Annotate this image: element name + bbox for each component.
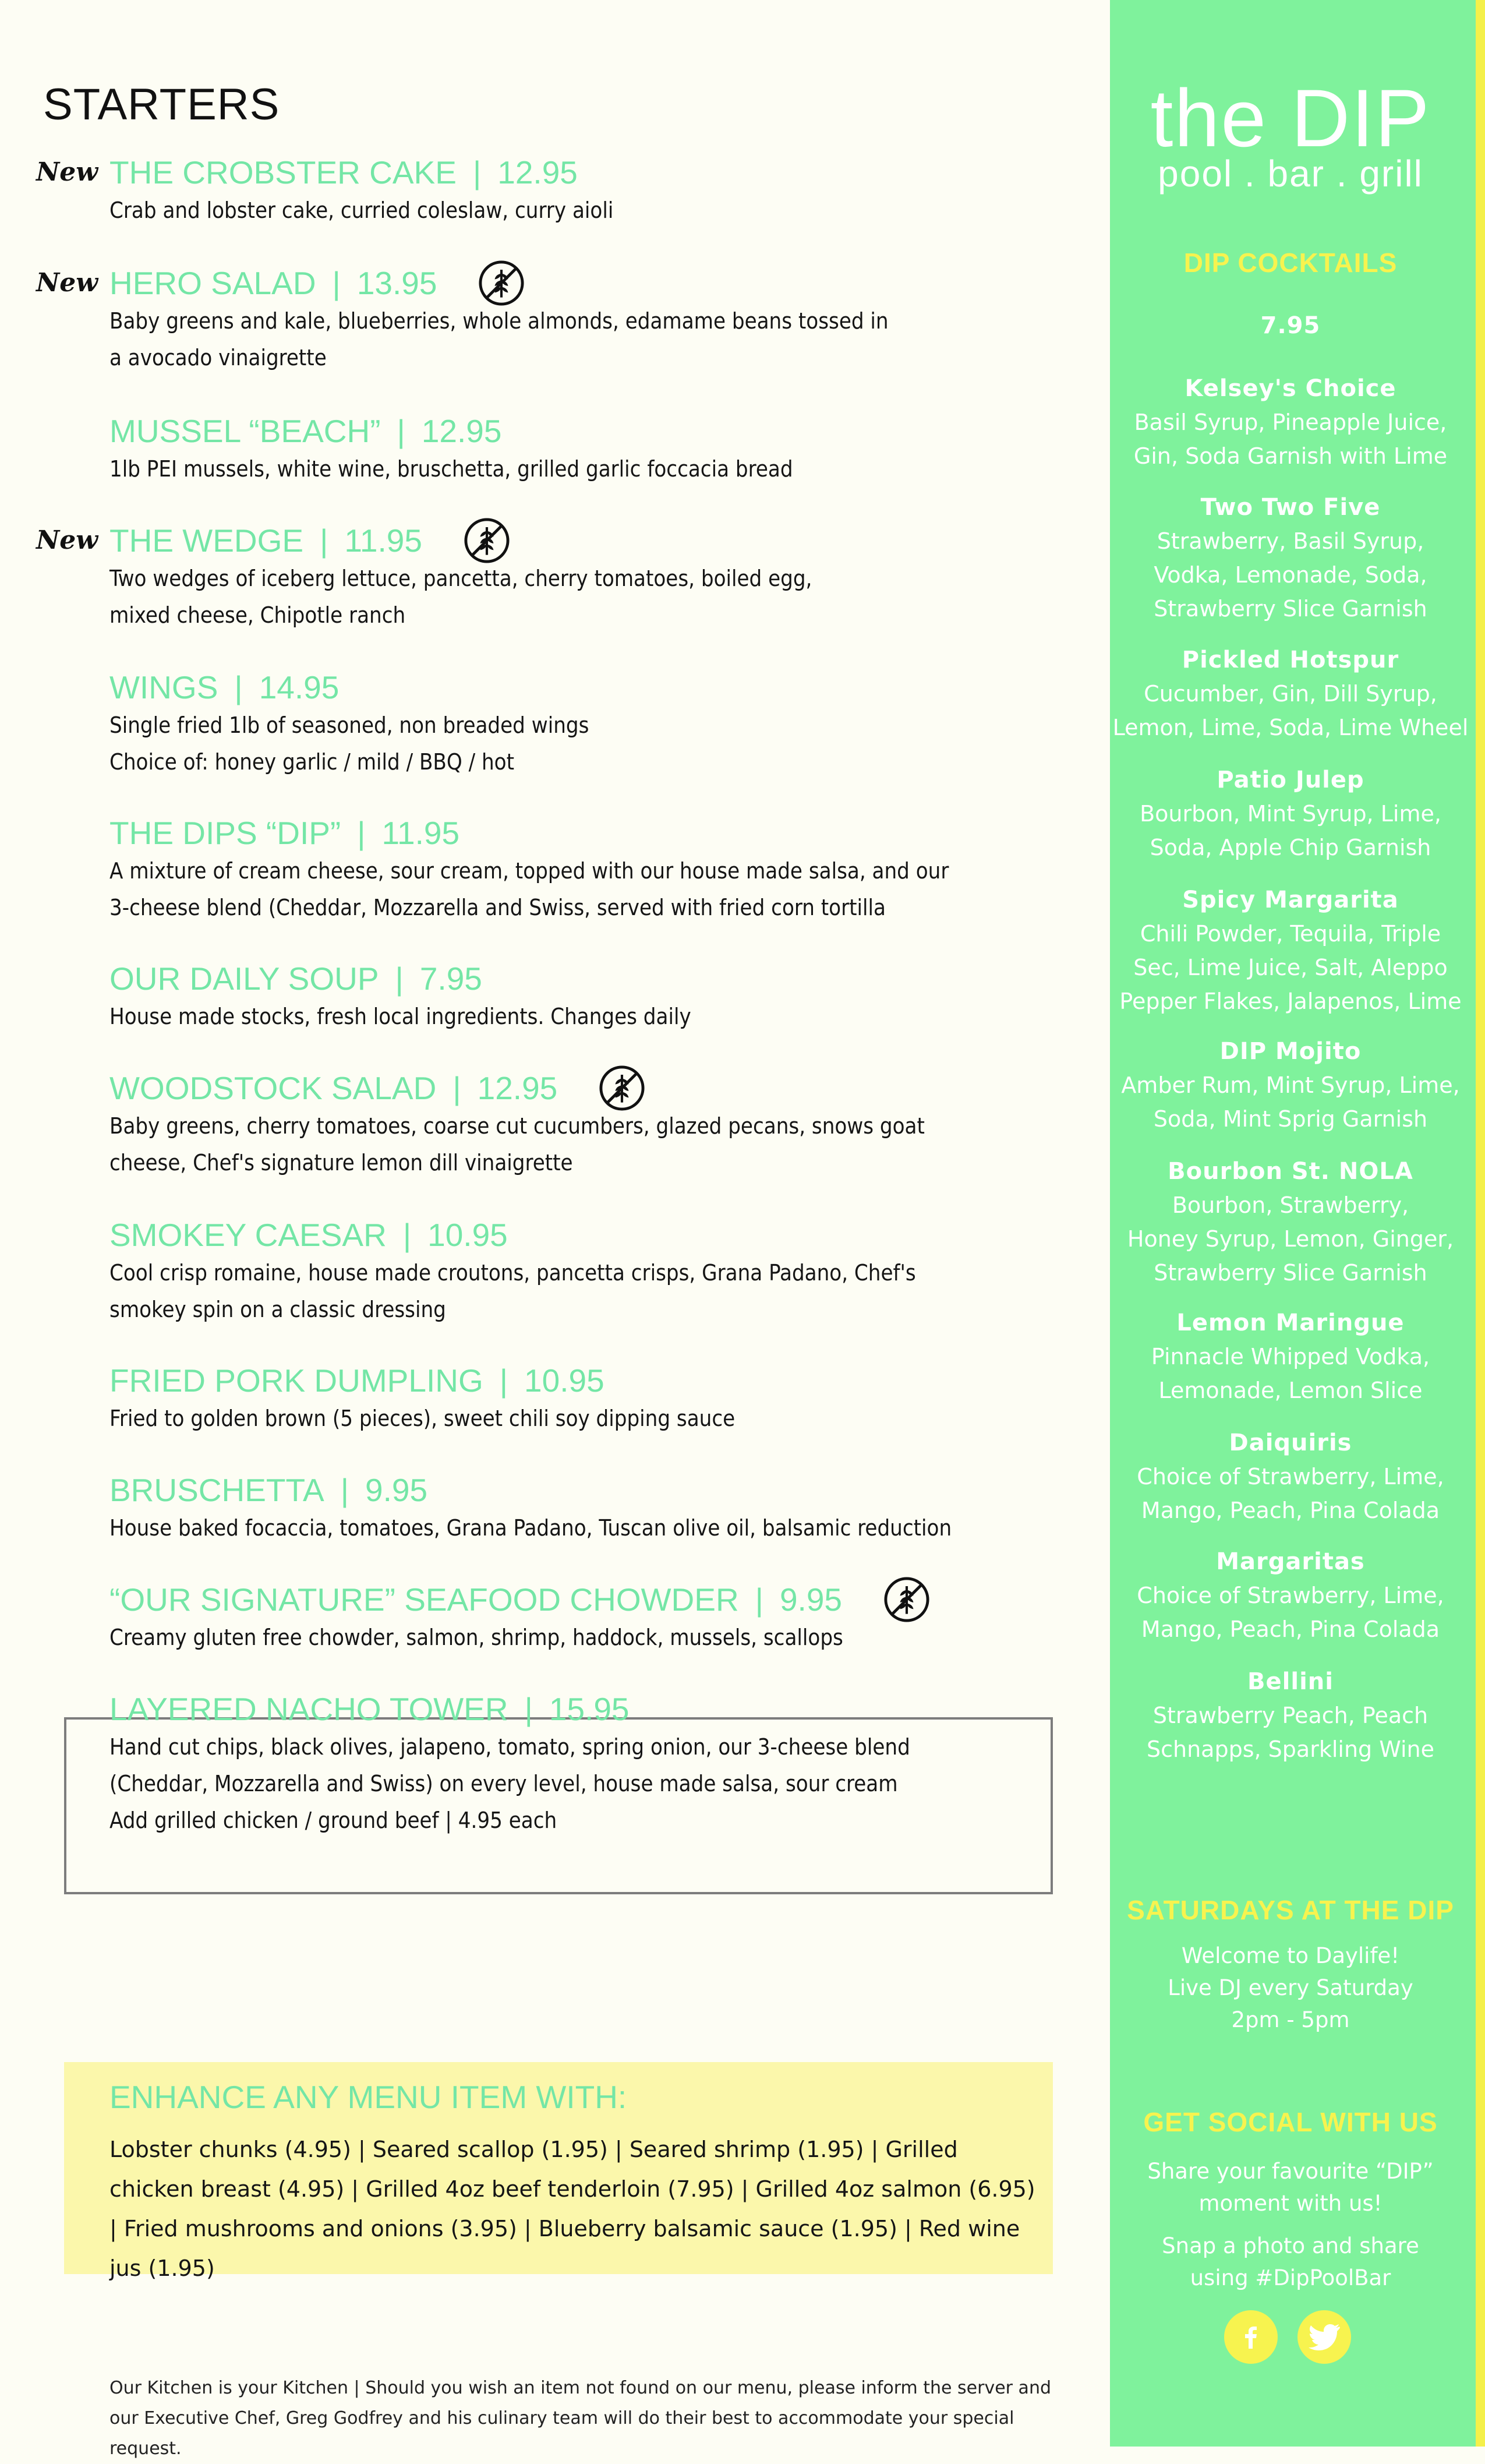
- gluten-free-icon: [463, 517, 511, 564]
- cocktail-desc: Strawberry Peach, Peach: [1152, 1703, 1429, 1728]
- sidebar: [1110, 0, 1485, 2447]
- item-description: Single fried 1lb of seasoned, non breaded wings: [109, 712, 589, 738]
- cocktail-item: [1110, 883, 1471, 1018]
- item-price: 14.95: [259, 669, 340, 705]
- cocktail-item: [1110, 1155, 1471, 1290]
- cocktail-desc: Mango, Peach, Pina Colada: [1141, 1498, 1440, 1523]
- cocktail-desc: Bourbon, Mint Syrup, Lime,: [1140, 801, 1441, 827]
- item-description: 3-cheese blend (Cheddar, Mozzarella and Swiss, served with fried corn tortilla: [109, 895, 886, 920]
- cocktail-desc: Choice of Strawberry, Lime,: [1137, 1583, 1444, 1608]
- item-title: THE DIPS “DIP”: [109, 815, 341, 851]
- item-price: 13.95: [356, 265, 437, 301]
- cocktail-desc: Strawberry Slice Garnish: [1154, 596, 1427, 622]
- item-price: 12.95: [497, 154, 578, 190]
- menu-item-woodstock-salad: WOODSTOCK SALAD | 12.95 Baby greens, cherry tomatoes, coarse cut cucumbers, glazed pecans, snows goat cheese, Chef's signature lemon dill vinaigrette: [109, 1068, 1065, 1181]
- cocktail-desc: Soda, Apple Chip Garnish: [1150, 835, 1431, 860]
- social-line: Share your favourite “DIP”: [1147, 2159, 1434, 2184]
- footer-line: Our Kitchen is your Kitchen | Should you wish an item not found on our menu, please inform the server and: [109, 2378, 1051, 2398]
- cocktail-item: [1110, 1306, 1471, 1407]
- item-title: BRUSCHETTA: [109, 1472, 324, 1508]
- social-info-2: [1110, 2230, 1471, 2294]
- item-price: 9.95: [365, 1472, 428, 1508]
- item-description: a avocado vinaigrette: [109, 345, 327, 370]
- cocktail-desc: Lemonade, Lemon Slice: [1158, 1378, 1423, 1403]
- twitter-glyph: [1307, 2322, 1342, 2352]
- item-price: 12.95: [477, 1070, 558, 1106]
- cocktail-item: [1110, 1545, 1471, 1646]
- menu-item-smokey-caesar: SMOKEY CAESAR | 10.95 Cool crisp romaine, house made croutons, pancetta crisps, Grana Padano, Chef's smokey spin on a classic dressing: [109, 1215, 1065, 1328]
- cocktails-price: 7.95: [1260, 312, 1321, 339]
- item-price: 10.95: [427, 1217, 508, 1253]
- item-title: “OUR SIGNATURE” SEAFOOD CHOWDER: [109, 1582, 739, 1618]
- new-tag: New: [36, 525, 98, 555]
- twitter-icon[interactable]: [1297, 2310, 1351, 2364]
- item-description: Choice of: honey garlic / mild / BBQ / hot: [109, 749, 514, 775]
- menu-item-seafood-chowder: “OUR SIGNATURE” SEAFOOD CHOWDER | 9.95 Creamy gluten free chowder, salmon, shrimp, haddock, mussels, scallops: [109, 1580, 1065, 1656]
- brand-tagline: pool . bar . grill: [1158, 153, 1423, 195]
- new-tag: New: [36, 268, 98, 298]
- item-description: Crab and lobster cake, curried coleslaw, curry aioli: [109, 197, 614, 223]
- cocktail-name: DIP Mojito: [1219, 1038, 1362, 1065]
- cocktail-name: Pickled Hotspur: [1182, 647, 1399, 673]
- item-description: Baby greens, cherry tomatoes, coarse cut cucumbers, glazed pecans, snows goat: [109, 1113, 925, 1139]
- item-price: 11.95: [344, 523, 422, 559]
- cocktail-name: Daiquiris: [1229, 1429, 1352, 1456]
- item-title: FRIED PORK DUMPLING: [109, 1362, 483, 1399]
- saturdays-line: Welcome to Daylife!: [1181, 1943, 1400, 1968]
- item-description: cheese, Chef's signature lemon dill vinaigrette: [109, 1150, 573, 1175]
- saturdays-info: [1110, 1940, 1471, 2036]
- item-description: 1lb PEI mussels, white wine, bruschetta, grilled garlic foccacia bread: [109, 456, 793, 482]
- cocktail-name: Bellini: [1247, 1668, 1334, 1695]
- item-description: (Cheddar, Mozzarella and Swiss) on every level, house made salsa, sour cream: [109, 1771, 898, 1796]
- cocktail-item: [1110, 1426, 1471, 1527]
- item-description: Baby greens and kale, blueberries, whole almonds, edamame beans tossed in: [109, 308, 889, 334]
- cocktail-name: Lemon Maringue: [1176, 1309, 1405, 1336]
- item-title: WOODSTOCK SALAD: [109, 1070, 437, 1106]
- gluten-free-icon: [883, 1576, 931, 1623]
- enhance-text: Lobster chunks (4.95) | Seared scallop (1.95) | Seared shrimp (1.95) | Grilled chicken breast (4.95) | Grilled 4oz beef tenderloin (7.95) | Grilled 4oz salmon (6.95) | Fried mushrooms and onions (3.95) | Blueberry balsamic sauce (1.95) | Red wine jus (1.95): [109, 2137, 1035, 2281]
- social-line: using #DipPoolBar: [1190, 2265, 1391, 2290]
- item-description: House baked focaccia, tomatoes, Grana Padano, Tuscan olive oil, balsamic reduction: [109, 1515, 952, 1541]
- cocktail-desc: Vodka, Lemonade, Soda,: [1154, 562, 1427, 588]
- cocktails-heading: DIP COCKTAILS: [1183, 248, 1398, 278]
- cocktail-desc: Strawberry, Basil Syrup,: [1157, 528, 1424, 554]
- menu-item-fried-pork-dumpling: FRIED PORK DUMPLING | 10.95 Fried to golden brown (5 pieces), sweet chili soy dipping sauce: [109, 1361, 1065, 1437]
- item-title: THE WEDGE: [109, 523, 304, 559]
- new-tag: New: [36, 157, 98, 187]
- cocktail-name: Bourbon St. NOLA: [1168, 1158, 1413, 1185]
- cocktail-desc: Strawberry Slice Garnish: [1154, 1260, 1427, 1286]
- item-title: HERO SALAD: [109, 265, 316, 301]
- menu-item-dips-dip: THE DIPS “DIP” | 11.95 A mixture of cream cheese, sour cream, topped with our house made salsa, and our 3-cheese blend (Cheddar, Mozzarella and Swiss, served with fried corn tortilla: [109, 813, 1065, 926]
- item-price: 12.95: [421, 413, 502, 449]
- menu-item-mussel-beach: MUSSEL “BEACH” | 12.95 1lb PEI mussels, white wine, bruschetta, grilled garlic foccacia bread: [109, 411, 1065, 488]
- cocktail-desc: Basil Syrup, Pineapple Juice,: [1134, 410, 1447, 435]
- item-title: WINGS: [109, 669, 218, 705]
- item-title: THE CROBSTER CAKE: [109, 154, 457, 190]
- item-title: MUSSEL “BEACH”: [109, 413, 381, 449]
- cocktail-desc: Pinnacle Whipped Vodka,: [1151, 1344, 1430, 1369]
- item-description: Creamy gluten free chowder, salmon, shrimp, haddock, mussels, scallops: [109, 1625, 843, 1650]
- cocktail-item: [1110, 763, 1471, 864]
- facebook-glyph: [1235, 2321, 1267, 2353]
- cocktail-desc: Gin, Soda Garnish with Lime: [1133, 443, 1448, 469]
- cocktail-desc: Amber Rum, Mint Syrup, Lime,: [1121, 1072, 1460, 1098]
- saturdays-line: Live DJ every Saturday: [1168, 1975, 1413, 2000]
- cocktail-item: [1110, 1665, 1471, 1766]
- brand-name: the DIP: [1150, 72, 1431, 164]
- menu-item-hero-salad: HERO SALAD | 13.95 Baby greens and kale, blueberries, whole almonds, edamame beans tossed in a avocado vinaigrette: [109, 263, 1065, 376]
- item-price: 15.95: [549, 1691, 630, 1727]
- item-description: Fried to golden brown (5 pieces), sweet chili soy dipping sauce: [109, 1406, 736, 1431]
- social-info: [1110, 2155, 1471, 2219]
- item-description: Two wedges of iceberg lettuce, pancetta, cherry tomatoes, boiled egg,: [109, 566, 812, 591]
- item-price: 10.95: [524, 1362, 604, 1399]
- menu-item-wings: WINGS | 14.95 Single fried 1lb of seasoned, non breaded wings Choice of: honey garlic / mild / BBQ / hot: [109, 668, 1065, 781]
- social-heading: GET SOCIAL WITH US: [1143, 2107, 1438, 2137]
- cocktail-item: [1110, 490, 1471, 626]
- item-title: OUR DAILY SOUP: [109, 961, 379, 997]
- menu-item-daily-soup: OUR DAILY SOUP | 7.95 House made stocks, fresh local ingredients. Changes daily: [109, 959, 1065, 1035]
- gluten-free-icon: [478, 259, 525, 307]
- cocktail-desc: Choice of Strawberry, Lime,: [1137, 1464, 1444, 1489]
- enhance-title: ENHANCE ANY MENU ITEM WITH:: [109, 2079, 627, 2115]
- cocktail-name: Margaritas: [1216, 1548, 1365, 1575]
- social-line: Snap a photo and share: [1162, 2233, 1419, 2258]
- section-title: STARTERS: [43, 80, 280, 129]
- item-price: 11.95: [381, 815, 460, 851]
- cocktail-name: Patio Julep: [1217, 767, 1364, 793]
- cocktail-item: [1110, 1035, 1471, 1136]
- menu-item-bruschetta: BRUSCHETTA | 9.95 House baked focaccia, tomatoes, Grana Padano, Tuscan olive oil, balsamic reduction: [109, 1470, 1065, 1547]
- item-description: A mixture of cream cheese, sour cream, topped with our house made salsa, and our: [109, 858, 949, 884]
- item-title: SMOKEY CAESAR: [109, 1217, 387, 1253]
- item-description: Add grilled chicken / ground beef | 4.95 each: [109, 1808, 557, 1833]
- cocktail-item: [1110, 643, 1471, 744]
- footer-note: [109, 2373, 1076, 2464]
- menu-item-nacho-tower: LAYERED NACHO TOWER | 15.95 Hand cut chips, black olives, jalapeno, tomato, spring onion, our 3-cheese blend (Cheddar, Mozzarella and Swiss) on every level, house made salsa, sour cream Add grilled chicken / ground beef | 4.95 each: [109, 1689, 1065, 1839]
- cocktail-desc: Soda, Mint Sprig Garnish: [1153, 1106, 1428, 1132]
- cocktail-desc: Chili Powder, Tequila, Triple: [1140, 921, 1441, 947]
- item-description: Hand cut chips, black olives, jalapeno, tomato, spring onion, our 3-cheese blend: [109, 1734, 910, 1760]
- cocktail-desc: Sec, Lime Juice, Salt, Aleppo: [1133, 955, 1448, 980]
- saturdays-heading: SATURDAYS AT THE DIP: [1127, 1895, 1454, 1925]
- cocktail-desc: Cucumber, Gin, Dill Syrup,: [1144, 681, 1437, 707]
- item-description: smokey spin on a classic dressing: [109, 1297, 446, 1322]
- brand-logo: [1110, 72, 1471, 195]
- cocktail-desc: Mango, Peach, Pina Colada: [1141, 1616, 1440, 1642]
- cocktail-desc: Bourbon, Strawberry,: [1172, 1192, 1409, 1218]
- menu-item-crobster-cake: THE CROBSTER CAKE | 12.95 Crab and lobster cake, curried coleslaw, curry aioli: [109, 153, 1065, 229]
- social-line: moment with us!: [1198, 2191, 1383, 2216]
- saturdays-line: 2pm - 5pm: [1231, 2007, 1350, 2032]
- item-title: LAYERED NACHO TOWER: [109, 1691, 508, 1727]
- footer-line: our Executive Chef, Greg Godfrey and his culinary team will do their best to accommodate your special request.: [109, 2408, 1014, 2459]
- menu-item-the-wedge: THE WEDGE | 11.95 Two wedges of iceberg lettuce, pancetta, cherry tomatoes, boiled egg, mixed cheese, Chipotle ranch: [109, 521, 1065, 634]
- item-price: 9.95: [779, 1582, 843, 1618]
- item-description: mixed cheese, Chipotle ranch: [109, 602, 406, 628]
- cocktail-name: Two Two Five: [1200, 494, 1381, 521]
- item-description: Cool crisp romaine, house made croutons, pancetta crisps, Grana Padano, Chef's: [109, 1260, 916, 1286]
- cocktail-desc: Schnapps, Sparkling Wine: [1147, 1736, 1434, 1762]
- sidebar-edge: [1476, 0, 1485, 2447]
- item-description: House made stocks, fresh local ingredients. Changes daily: [109, 1004, 691, 1029]
- cocktail-name: Kelsey's Choice: [1185, 375, 1396, 402]
- cocktail-item: [1110, 372, 1471, 473]
- cocktail-name: Spicy Margarita: [1182, 887, 1399, 913]
- enhance-box: [64, 2062, 1053, 2281]
- cocktail-desc: Pepper Flakes, Jalapenos, Lime: [1119, 989, 1462, 1014]
- facebook-icon[interactable]: [1224, 2310, 1278, 2364]
- gluten-free-icon: [598, 1064, 646, 1112]
- item-price: 7.95: [419, 961, 482, 997]
- cocktail-desc: Lemon, Lime, Soda, Lime Wheel: [1112, 715, 1469, 740]
- cocktail-desc: Honey Syrup, Lemon, Ginger,: [1127, 1226, 1454, 1252]
